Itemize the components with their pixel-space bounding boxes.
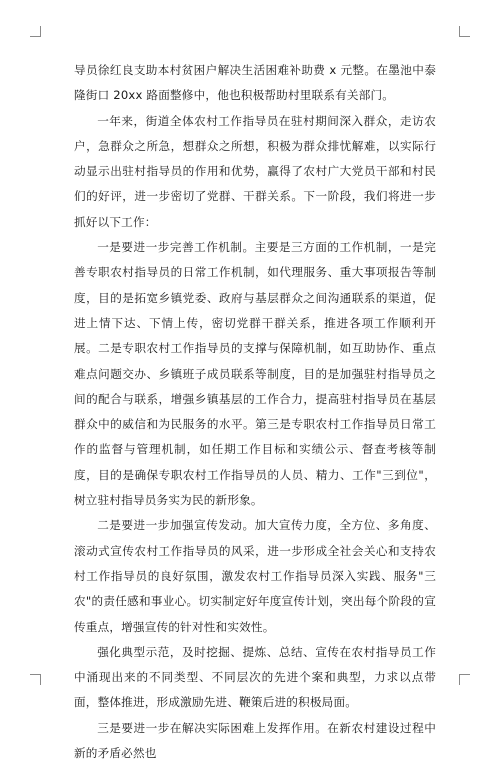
- paragraph-publicity: 二是要进一步加强宣传发动。加大宣传力度，全方位、多角度、滚动式宣传农村工作指导员的风采，进一步形成全社会关心和支持农村工作指导员的良好氛围，激发农村工作指导员深入实践、服务"三农"的责任感和事业心。切实制定好年度宣传计划，突出每个阶段的宣传重点，增强宣传的针对性和实效性。: [74, 518, 436, 634]
- crop-mark-bottom-left: [30, 674, 41, 685]
- paragraph-continuation: 导员徐红良支助本村贫困户解决生活困难补助费 x 元整。在墨池中泰隆街口 20xx 路面整修中，他也积极帮助村里联系有关部门。: [74, 63, 436, 103]
- crop-mark-top-right: [459, 26, 470, 37]
- crop-mark-bottom-right: [459, 674, 470, 685]
- paragraph-typical-examples: 强化典型示范，及时挖掘、提炼、总结、宣传在农村指导员工作中涌现出来的不同类型、不同层次的先进个案和典型，力求以点带面，整体推进，形成激励先进、鞭策后进的积极局面。: [74, 644, 436, 710]
- paragraph-work-mechanism: 一是要进一步完善工作机制。主要是三方面的工作机制，一是完善专职农村指导员的日常工作机制，如代理服务、重大事项报告等制度，目的是拓宽乡镇党委、政府与基层群众之间沟通联系的渠道，促进上情下达、下情上传，密切党群干群关系，推进各项工作顺利开展。二是专职农村工作指导员的支撑与保障机制，如互助协作、重点难点问题交办、乡镇班子成员联系等制度，目的是加强驻村指导员之间的配合与联系，增强乡镇基层的工作合力，提高驻村指导员在基层群众中的威信和为民服务的水平。第三是专职农村工作指导员日常工作的监督与管理机制，如任期工作目标和实绩公示、督查考核等制度，目的是确保专职农村工作指导员的人员、精力、工作"三到位"，树立驻村指导员务实为民的新形象。: [74, 240, 436, 508]
- crop-mark-top-left: [30, 26, 41, 37]
- paragraph-practical-difficulties: 三是要进一步在解决实际困难上发挥作用。在新农村建设过程中新的矛盾必然也: [74, 720, 436, 761]
- document-body: [74, 58, 436, 766]
- paragraph-summary: 一年来，街道全体农村工作指导员在驻村期间深入群众，走访农户，急群众之所急，想群众之所想，积极为群众排忧解难，以实际行动显示出驻村指导员的作用和优势，赢得了农村广大党员干部和村民们的好评，进一步密切了党群、干群关系。下一阶段，我们将进一步抓好以下工作：: [74, 113, 436, 229]
